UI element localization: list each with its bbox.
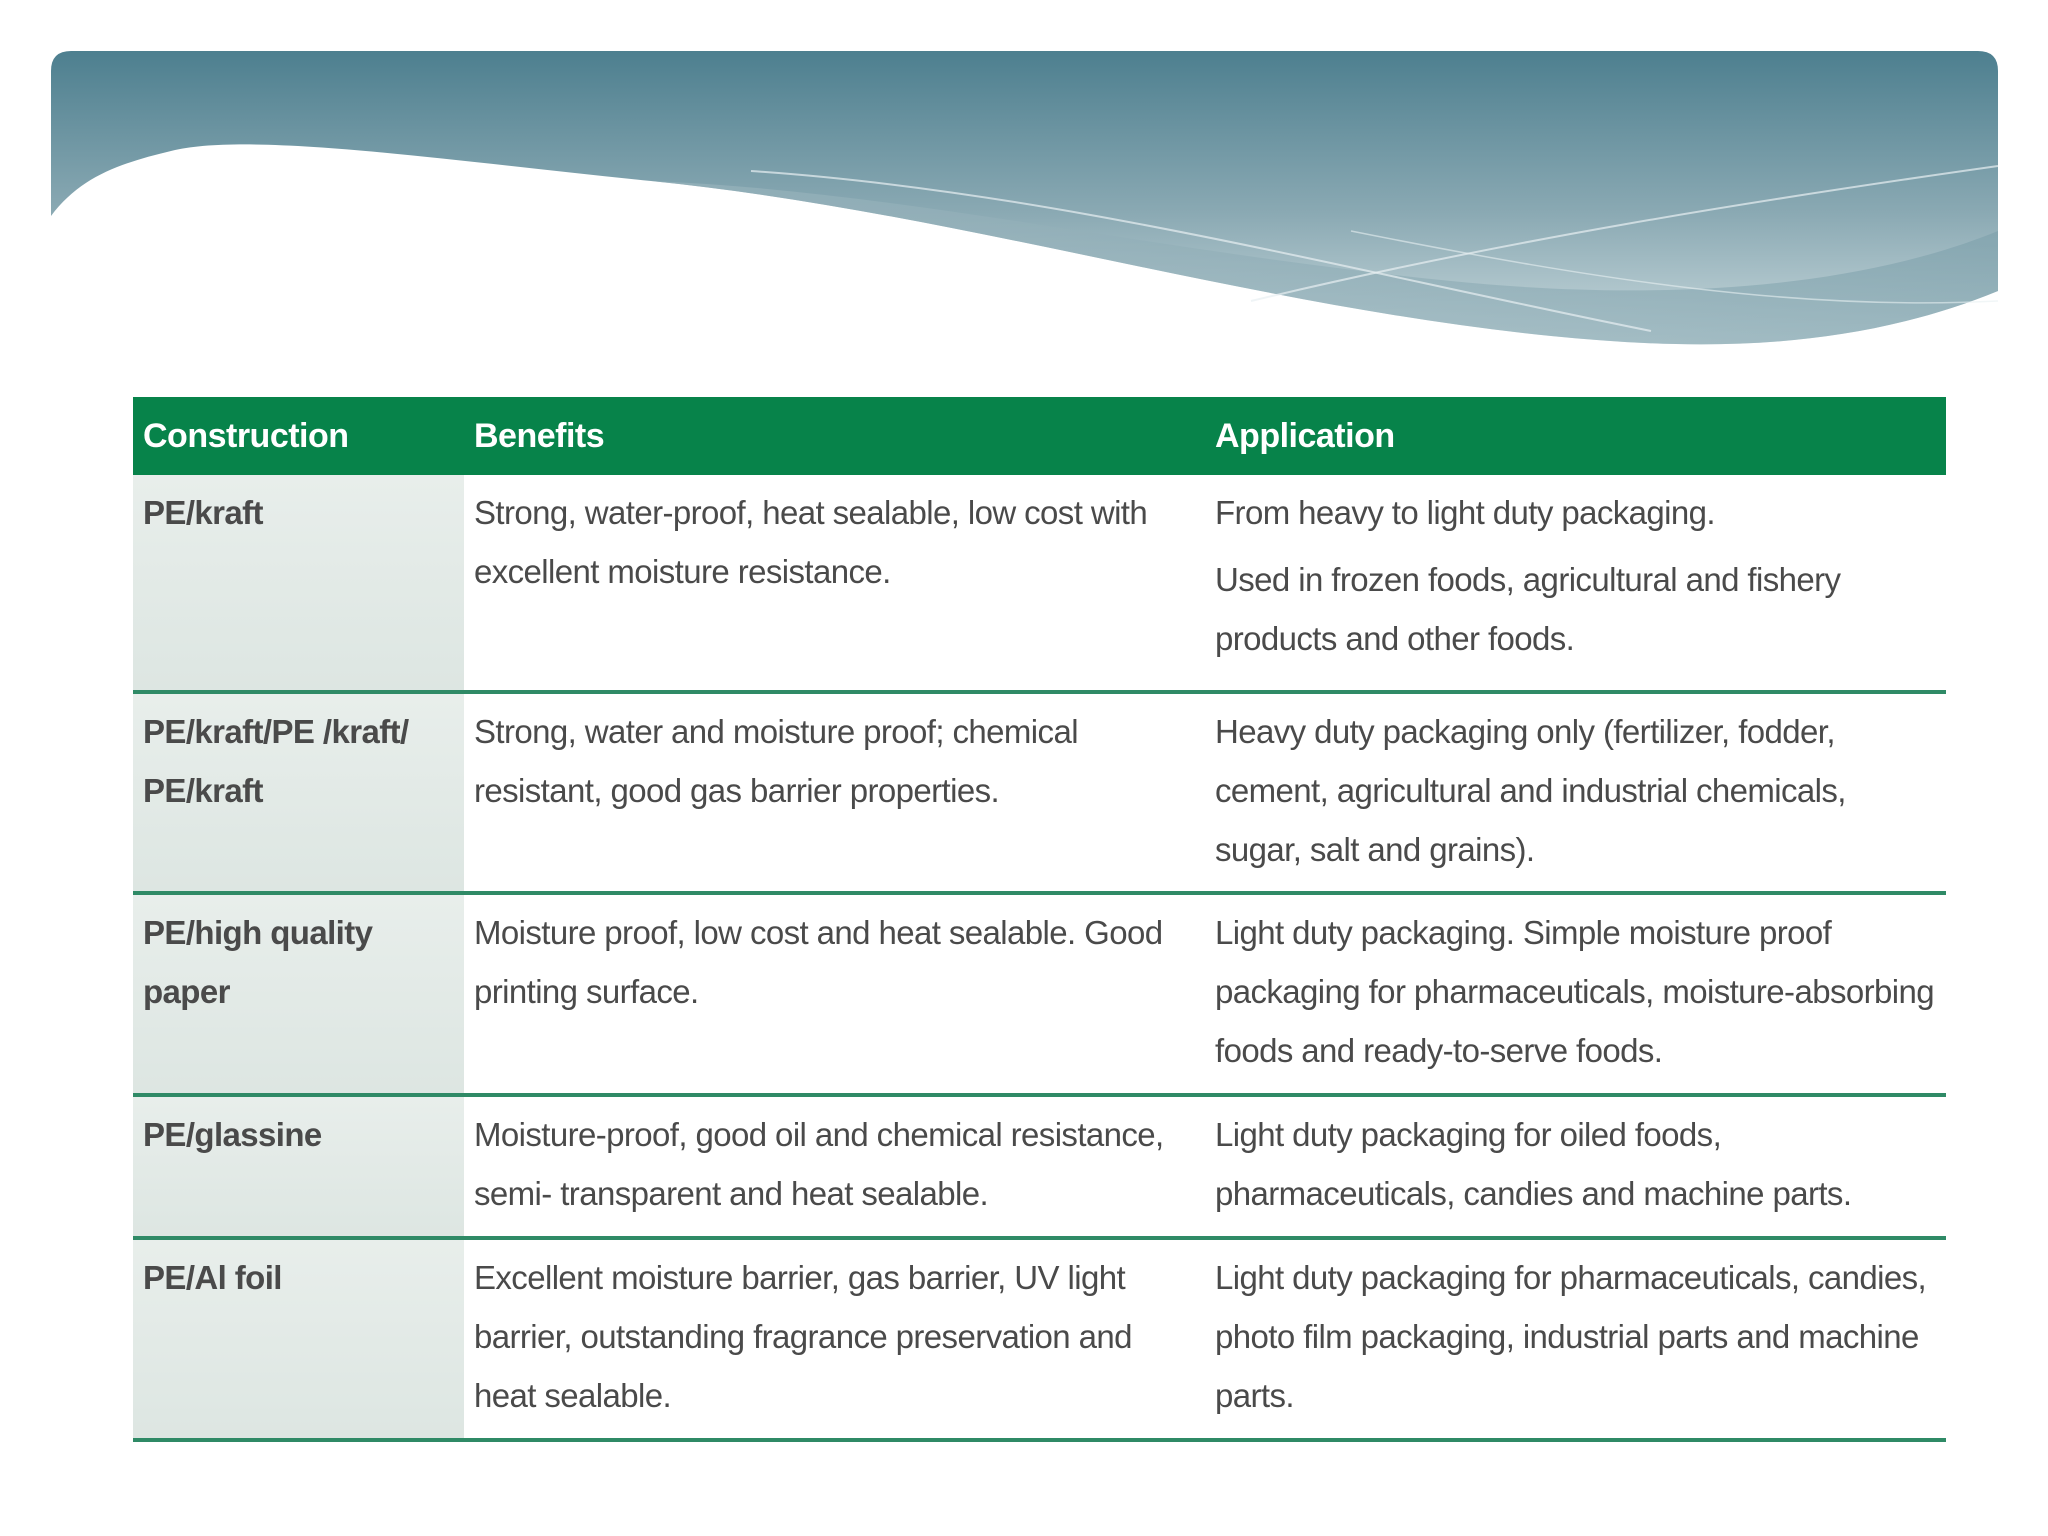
cell-application — [1205, 1095, 1946, 1238]
cell-application — [1205, 893, 1946, 1095]
application-line: Light duty packaging for pharmaceuticals, candies, photo film packaging, industrial parts and machine parts. — [1215, 1259, 1927, 1414]
application-line: Heavy duty packaging only (fertilizer, fodder, cement, agricultural and industrial chemicals, sugar, salt and grains). — [1215, 713, 1846, 868]
table-row — [133, 893, 1946, 1095]
cell-construction: PE/kraft — [133, 475, 464, 692]
application-line: Light duty packaging. Simple moisture proof packaging for pharmaceuticals, moisture-absorbing foods and ready-to-serve foods. — [1215, 914, 1934, 1069]
application-line: Light duty packaging for oiled foods, pharmaceuticals, candies and machine parts. — [1215, 1116, 1852, 1212]
cell-application — [1205, 692, 1946, 893]
header-application: Application — [1205, 397, 1946, 475]
table-row — [133, 1095, 1946, 1238]
cell-application — [1205, 475, 1946, 692]
header-construction: Construction — [133, 397, 464, 475]
cell-construction: PE/Al foil — [133, 1238, 464, 1440]
cell-construction: PE/high quality paper — [133, 893, 464, 1095]
table-row — [133, 692, 1946, 893]
cell-benefits: Strong, water-proof, heat sealable, low cost with excellent moisture resistance. — [464, 475, 1205, 692]
packaging-table-container — [133, 397, 1946, 1442]
table-header-row — [133, 397, 1946, 475]
application-line: Used in frozen foods, agricultural and fishery products and other foods. — [1215, 561, 1841, 657]
cell-construction: PE/glassine — [133, 1095, 464, 1238]
cell-benefits: Strong, water and moisture proof; chemical resistant, good gas barrier properties. — [464, 692, 1205, 893]
cell-benefits: Moisture proof, low cost and heat sealable. Good printing surface. — [464, 893, 1205, 1095]
header-benefits: Benefits — [464, 397, 1205, 475]
application-line: From heavy to light duty packaging. — [1215, 494, 1715, 531]
table-row — [133, 1238, 1946, 1440]
cell-construction: PE/kraft/PE /kraft/ PE/kraft — [133, 692, 464, 893]
cell-benefits: Moisture-proof, good oil and chemical resistance, semi- transparent and heat sealable. — [464, 1095, 1205, 1238]
packaging-construction-table — [133, 397, 1946, 1442]
cell-benefits: Excellent moisture barrier, gas barrier, UV light barrier, outstanding fragrance preservation and heat sealable. — [464, 1238, 1205, 1440]
header-wave-banner — [51, 51, 1998, 351]
cell-application — [1205, 1238, 1946, 1440]
table-row — [133, 475, 1946, 692]
